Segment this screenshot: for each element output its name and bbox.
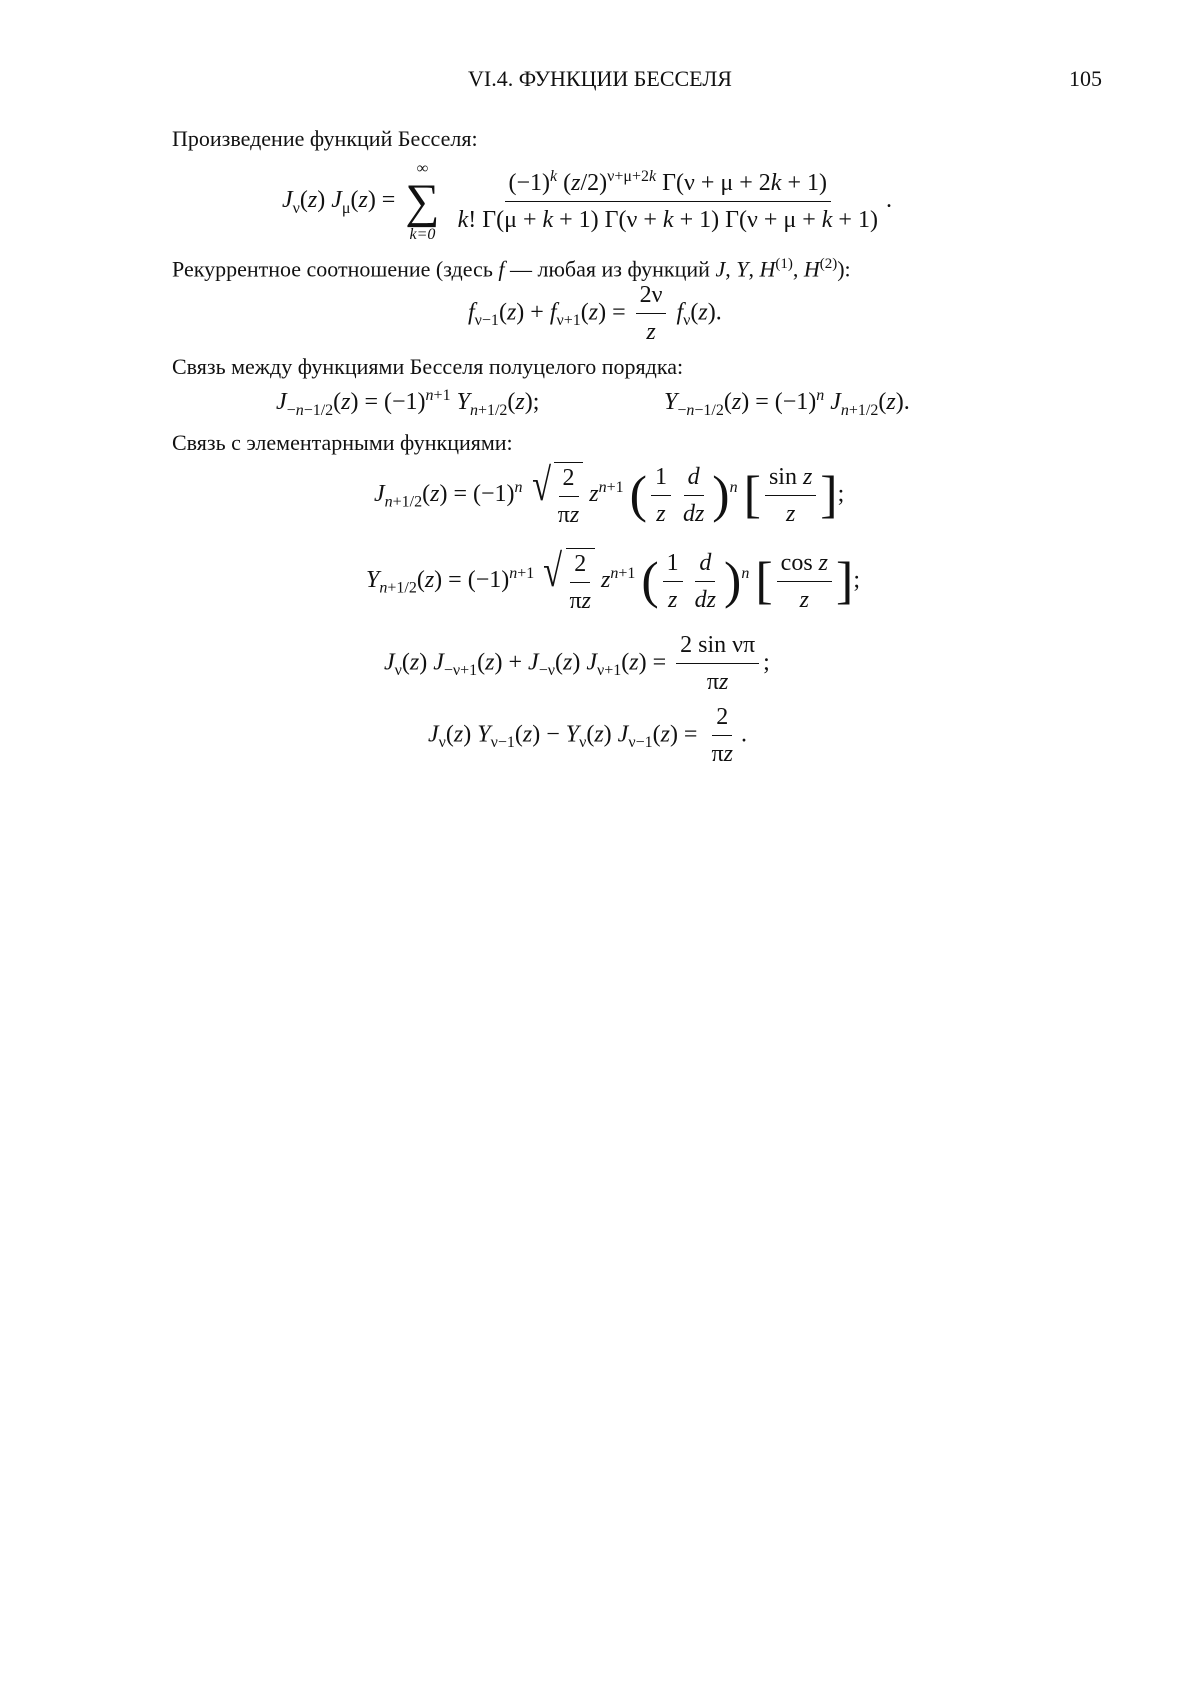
half-integer-intro: Связь между функциями Бесселя полуцелого порядка: (172, 354, 684, 379)
formula-half-integer-J: $J_{-n-1/2}(z) = (-1)^{n+1}$ $Y_{n+1/2}(z)$; (276, 387, 540, 419)
formula-J-elementary: $J_{n+1/2}(z) = (-1)^n$ √ $\frac{2}{\pi z}$ $z^{n+1}$ ( $\frac{1}{z}$ $\frac{d}{dz}$ )$^n$ [ $\frac{\text{sin z}}{z}$ ]; (374, 459, 845, 529)
product-intro: Произведение функций Бесселя: (172, 126, 478, 151)
formula-JY-wronskian: $J_\nu(z) Y_{\nu-1}(z) - Y_\nu(z) J_{\nu-1}(z)$ = $\frac{2}{\pi z}$ . (428, 704, 747, 768)
formula-recurrence: $f_{\nu-1}(z) + f_{\nu+1}(z)$ = $\frac{2\nu}{z}$ $f_\nu(z)$. (468, 282, 722, 346)
elementary-intro: Связь с элементарными функциями: (172, 430, 513, 455)
running-head (0, 66, 1200, 96)
recurrence-intro: Рекуррентное соотношение (здесь f — любая из функций J, Y, $H^{(1)}$, $H^{(2)}$): (172, 256, 851, 282)
formula-J-wronskian: $J_\nu(z) J_{-\nu+1}(z) + J_{-\nu}(z) J_{\nu+1}(z)$ = $\frac{\text{2 sin νπ}}{\pi z}$ ; (384, 632, 770, 696)
formula-half-integer-Y: $Y_{-n-1/2}(z) = (-1)^n$ $J_{n+1/2}(z)$. (664, 387, 910, 419)
formula-Y-elementary: $Y_{n+1/2}(z) = (-1)^{n+1}$ √ $\frac{2}{\pi z}$ $z^{n+1}$ ( $\frac{1}{z}$ $\frac{d}{dz}$ )$^n$ [ $\frac{\text{cos z}}{z}$ ]; (366, 545, 861, 615)
formula-bessel-product: $J_\nu(z) J_\mu(z)$ = ∞ ∑ k=0 $\frac{(-1)^k (z/2)^{\nu+\mu+2k} \Gamma(\nu + \mu + 2k + 1)}{k! \Gamma(\mu + k + 1) \Gamma(\nu + k + 1) \Gamma(\nu + \mu + k + 1)}$ . (282, 160, 892, 243)
page-number: 105 (1069, 66, 1102, 91)
running-title: VI.4. ФУНКЦИИ БЕССЕЛЯ (468, 66, 732, 91)
